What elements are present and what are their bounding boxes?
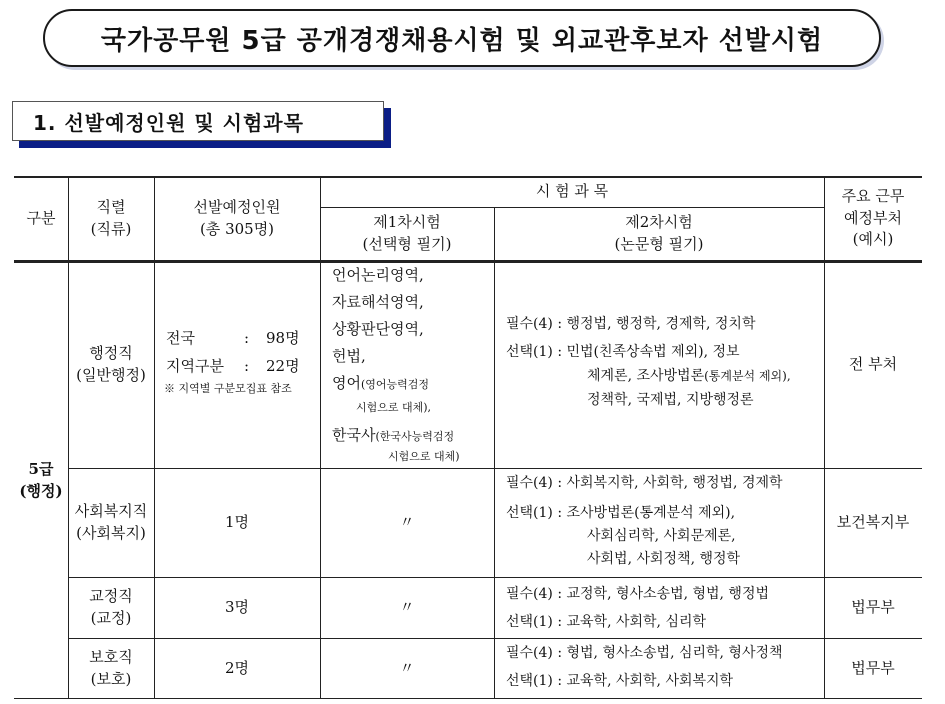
row2-optional1: 선택(1) : 조사방법론(통계분석 제외), (506, 505, 736, 521)
row4-name1: 보호직 (89, 647, 133, 666)
header-seonbal (154, 176, 320, 261)
first-line6: 시험으로 대체), (356, 401, 432, 414)
quota-national-label: 전국 (166, 329, 195, 347)
header-jikryeol-label: 직렬 (96, 197, 126, 216)
row2-name2: (사회복지) (76, 524, 146, 542)
row-haengjeong-first (320, 262, 494, 468)
header-subjects (320, 176, 824, 207)
row4-ditto: 〃 (399, 658, 415, 677)
first-line3: 상황판단영역, (332, 320, 424, 338)
row1-name1: 행정직 (89, 344, 133, 363)
row-social-first (320, 469, 494, 577)
header-jikryeol (68, 176, 154, 261)
second-optional3: 정책학, 국제법, 지방행정론 (587, 392, 754, 408)
header-seonbal-total: (총 305명) (199, 219, 275, 238)
header-dept-line2: 예정부처 (844, 208, 902, 227)
row2-optional3: 사회법, 사회정책, 행정학 (587, 551, 741, 567)
row4-optional1: 선택(1) : 교육학, 사회학, 사회복지학 (506, 673, 734, 689)
row-correction-first (320, 578, 494, 638)
row3-dept: 법무부 (851, 598, 895, 617)
second-required: 필수(4) : 행정법, 행정학, 경제학, 정치학 (506, 316, 756, 332)
row2-dept: 보건복지부 (836, 513, 910, 532)
group-line1: 5급 (28, 459, 54, 478)
first-line7 (332, 422, 454, 448)
row-correction-dept (824, 578, 922, 638)
header-first (320, 207, 494, 261)
group-5geup (14, 262, 68, 699)
header-second-label: 제2차시험 (625, 213, 693, 232)
header-dept (824, 176, 922, 261)
row-probation-quota (154, 639, 320, 698)
quota-national-colon: : (244, 329, 250, 347)
first-line2: 자료해석영역, (332, 293, 424, 311)
first-line5 (332, 370, 429, 396)
header-first-sub: (선택형 필기) (362, 235, 452, 253)
header-jikryu-label: (직류) (90, 219, 132, 238)
quota-note: ※ 지역별 구분모집표 참조 (164, 382, 292, 395)
header-second (494, 207, 824, 261)
row1-dept: 전 부처 (848, 355, 898, 374)
header-second-sub: (논문형 필기) (614, 235, 704, 253)
header-dept-line1: 주요 근무 (841, 186, 905, 205)
row3-name1: 교정직 (89, 587, 133, 606)
row3-optional1: 선택(1) : 교육학, 사회학, 심리학 (506, 614, 707, 630)
row4-required: 필수(4) : 형법, 형사소송법, 심리학, 형사정책 (506, 645, 783, 661)
row2-optional2: 사회심리학, 사회문제론, (587, 528, 736, 544)
row-social-name (68, 469, 154, 577)
row-haengjeong-second (494, 262, 824, 468)
first-line4: 헌법, (332, 347, 366, 365)
row-probation-first (320, 639, 494, 698)
row-probation-name (68, 639, 154, 698)
header-seonbal-label: 선발예정인원 (193, 197, 281, 216)
row-correction-name (68, 578, 154, 638)
quota-national-value: 98명 (266, 329, 300, 347)
row-social-second (494, 469, 824, 577)
row-social-quota (154, 469, 320, 577)
first-english: 영어 (332, 374, 361, 392)
header-subjects-label: 시 험 과 목 (535, 181, 609, 200)
row-correction-quota (154, 578, 320, 638)
quota-regional-colon: : (244, 357, 250, 375)
second-optional1: 선택(1) : 민법(친족상속법 제외), 정보 (506, 344, 740, 360)
row2-ditto: 〃 (399, 513, 415, 532)
quota-regional-value: 22명 (266, 357, 300, 375)
second-optional2 (587, 364, 791, 389)
row2-required: 필수(4) : 사회복지학, 사회학, 행정법, 경제학 (506, 475, 783, 491)
first-line1: 언어논리영역, (332, 266, 424, 284)
quota-regional-label: 지역구분 (166, 357, 224, 375)
row-probation-dept (824, 639, 922, 698)
row-haengjeong-dept (824, 262, 922, 468)
row3-quota: 3명 (224, 598, 250, 617)
first-history-note: (한국사능력검정 (375, 430, 455, 443)
row-haengjeong-name (68, 262, 154, 468)
header-gubun-label: 구분 (26, 208, 56, 227)
row-social-dept (824, 469, 922, 577)
exam-table (14, 176, 922, 700)
row-haengjeong-quota (154, 262, 320, 468)
row-probation-second (494, 639, 824, 698)
row2-quota: 1명 (224, 513, 250, 532)
row3-required: 필수(4) : 교정학, 형사소송법, 형법, 행정법 (506, 586, 770, 602)
first-english-note: (영어능력검정 (360, 378, 430, 391)
first-line8: 시험으로 대체) (388, 450, 460, 463)
header-dept-line3: (예시) (852, 230, 894, 249)
header-gubun (14, 176, 68, 261)
row3-name2: (교정) (90, 609, 132, 627)
second-optional2b: (통계분석 제외), (704, 369, 791, 383)
header-first-label: 제1차시험 (373, 213, 441, 232)
row3-ditto: 〃 (399, 598, 415, 617)
row4-quota: 2명 (224, 658, 250, 677)
row4-dept: 법무부 (851, 658, 895, 677)
first-history: 한국사 (332, 426, 376, 444)
row2-name1: 사회복지직 (74, 502, 148, 521)
group-line2: (행정) (19, 481, 63, 500)
row-correction-second (494, 578, 824, 638)
second-optional2a: 체계론, 조사방법론 (587, 368, 705, 384)
row1-name2: (일반행정) (76, 366, 146, 384)
row4-name2: (보호) (90, 669, 132, 688)
table-bottom-border (14, 698, 922, 699)
section-heading: 1. 선발예정인원 및 시험과목 (12, 101, 384, 141)
page-title: 국가공무원 5급 공개경쟁채용시험 및 외교관후보자 선발시험 (43, 9, 881, 67)
